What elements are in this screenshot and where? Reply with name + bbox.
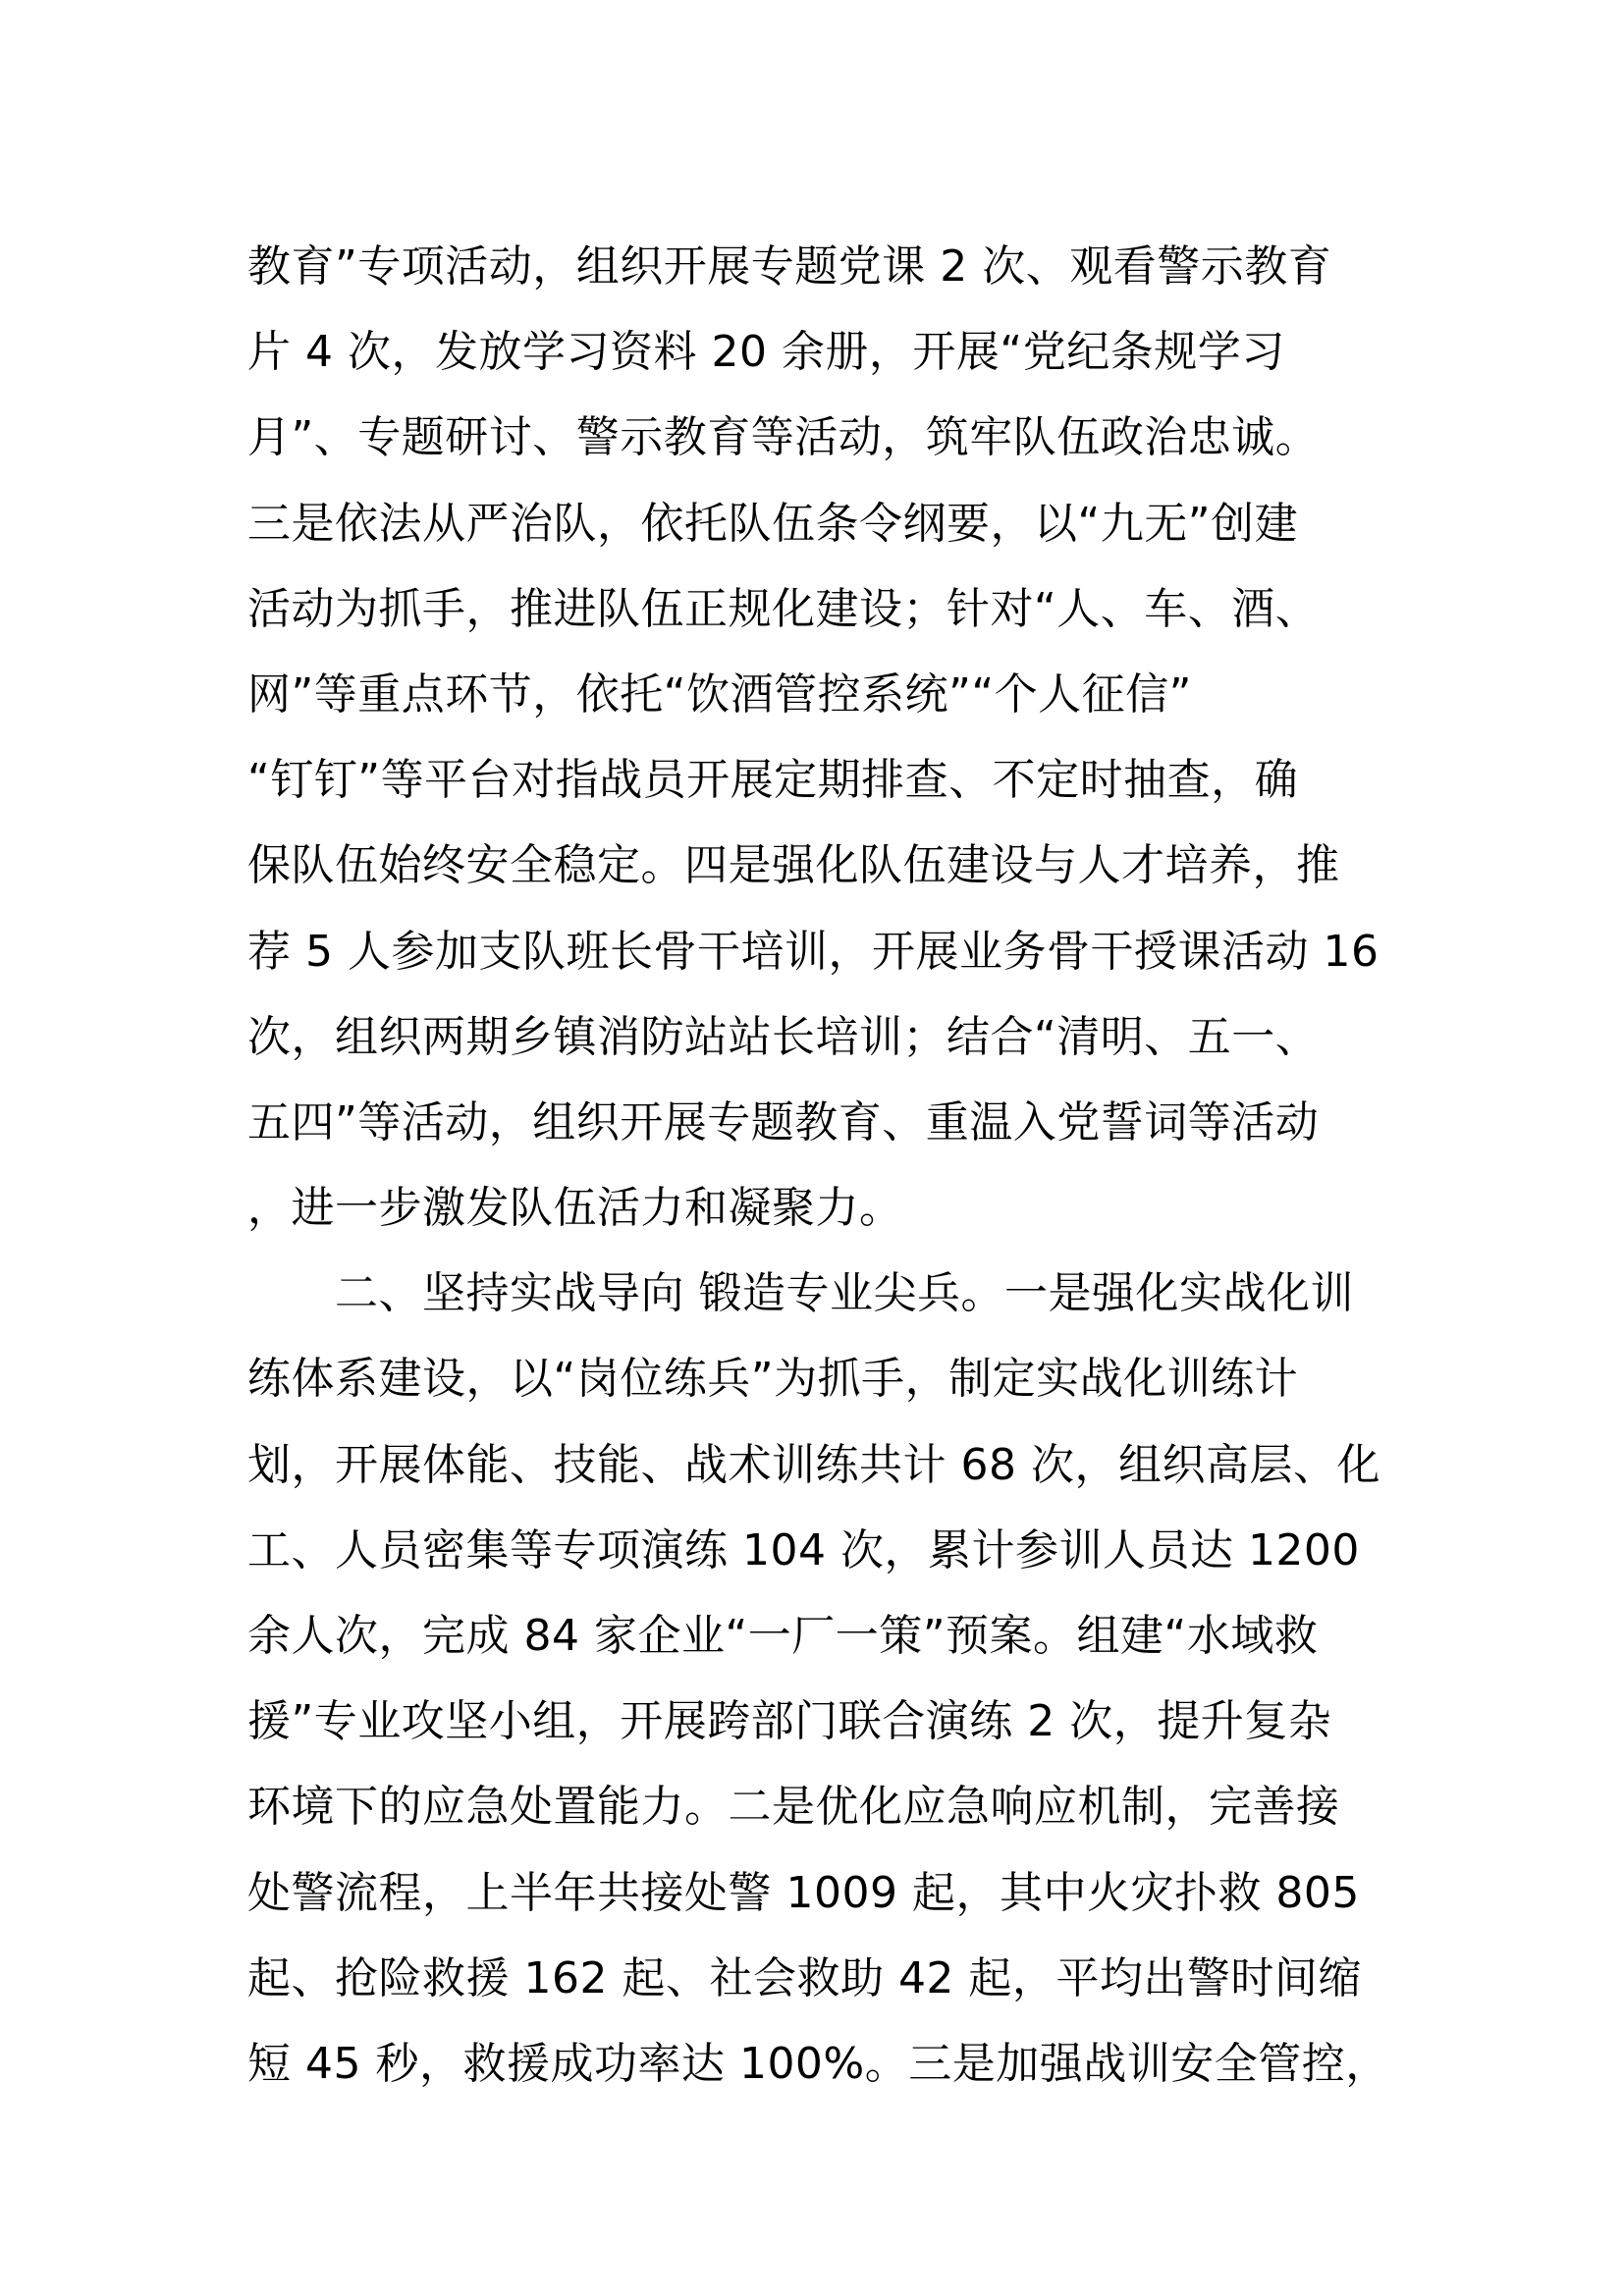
text-line: 处警流程，上半年共接处警 1009 起，其中火灾扑救 805 bbox=[247, 1867, 1360, 1918]
text-line: 网”等重点环节，依托“饮酒管控系统”“个人征信” bbox=[247, 668, 1192, 720]
text-line: 三是依法从严治队，依托队伍条令纲要，以“九无”创建 bbox=[247, 498, 1299, 549]
text-line: 余人次，完成 84 家企业“一厂一策”预案。组建“水域救 bbox=[247, 1611, 1319, 1661]
text-line: 工、人员密集等专项演练 104 次，累计参训人员达 1200 bbox=[247, 1524, 1360, 1575]
text-line: 教育”专项活动，组织开展专题党课 2 次、观看警示教育 bbox=[247, 241, 1332, 292]
text-line: 片 4 次，发放学习资料 20 余册，开展“党纪条规学习 bbox=[247, 327, 1285, 378]
text-line: ，进一步激发队伍活力和凝聚力。 bbox=[247, 1183, 903, 1234]
text-line: 划，开展体能、技能、战术训练共计 68 次，组织高层、化 bbox=[247, 1439, 1380, 1490]
text-line: 次，组织两期乡镇消防站站长培训；结合“清明、五一、 bbox=[247, 1011, 1320, 1062]
text-line: 月”、专题研讨、警示教育等活动，筑牢队伍政治忠诚。 bbox=[247, 412, 1320, 463]
text-line: 二、坚持实战导向 锻造专业尖兵。一是强化实战化训 bbox=[247, 1268, 1354, 1319]
document-page bbox=[247, 224, 1389, 2107]
text-line: 荐 5 人参加支队班长骨干培训，开展业务骨干授课活动 16 bbox=[247, 926, 1380, 977]
text-line: 五四”等活动，组织开展专题教育、重温入党誓词等活动 bbox=[247, 1096, 1320, 1148]
text-line: 环境下的应急处置能力。二是优化应急响应机制，完善接 bbox=[247, 1782, 1340, 1833]
text-line: “钉钉”等平台对指战员开展定期排查、不定时抽查，确 bbox=[247, 755, 1299, 806]
text-line: 活动为抓手，推进队伍正规化建设；针对“人、车、酒、 bbox=[247, 583, 1320, 634]
text-line: 援”专业攻坚小组，开展跨部门联合演练 2 次，提升复杂 bbox=[247, 1696, 1332, 1747]
text-line: 保队伍始终安全稳定。四是强化队伍建设与人才培养，推 bbox=[247, 840, 1340, 891]
text-line: 练体系建设，以“岗位练兵”为抓手，制定实战化训练计 bbox=[247, 1354, 1299, 1405]
text-line: 短 45 秒，救援成功率达 100%。三是加强战训安全管控， bbox=[247, 2038, 1389, 2089]
text-line: 起、抢险救援 162 起、社会救助 42 起，平均出警时间缩 bbox=[247, 1952, 1362, 2003]
